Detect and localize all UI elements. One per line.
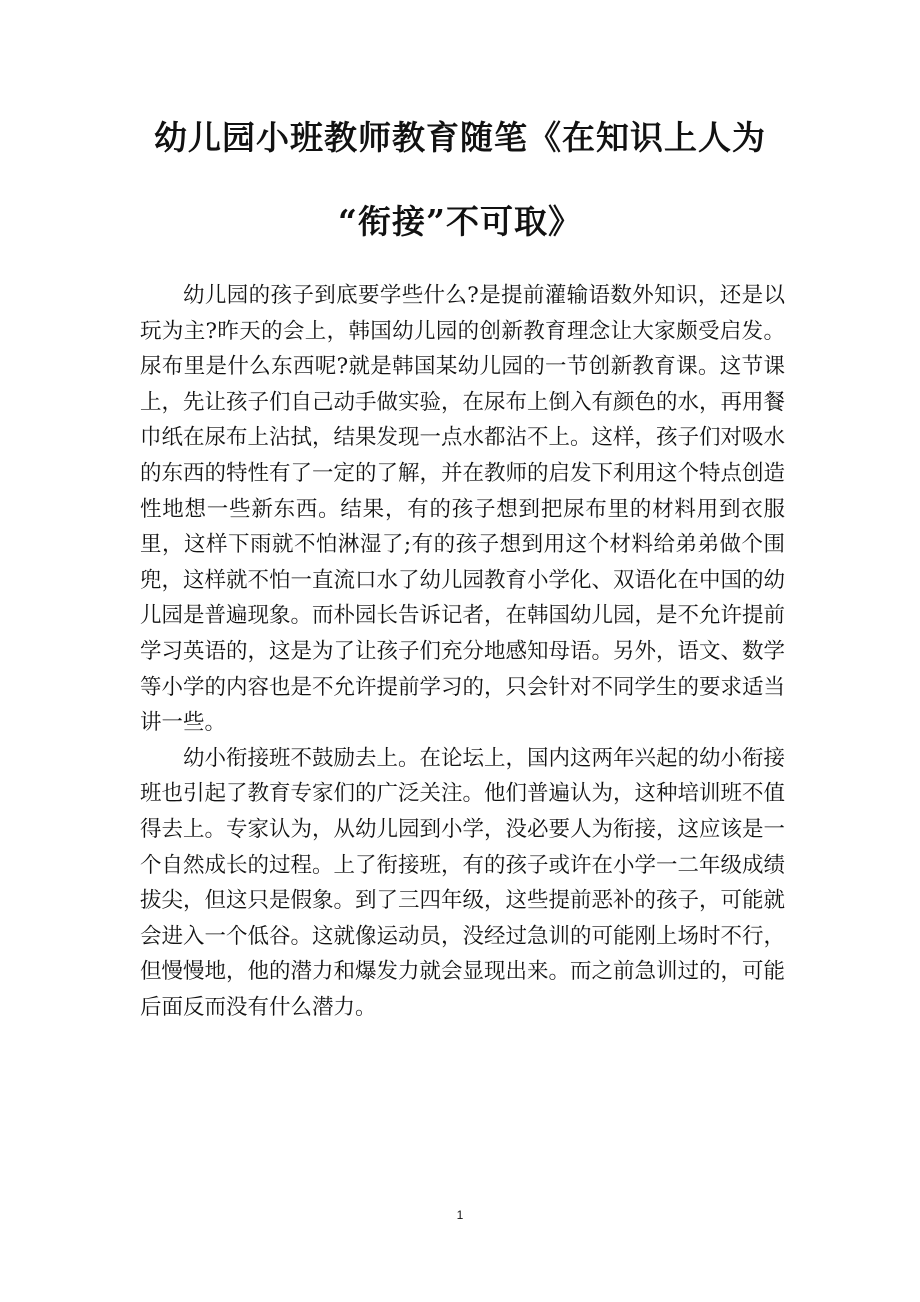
document-title-line-1: 幼儿园小班教师教育随笔《在知识上人为 bbox=[154, 118, 766, 157]
body-paragraph-1: 幼儿园的孩子到底要学些什么?是提前灌输语数外知识，还是以玩为主?昨天的会上，韩国幼儿园的创新教育理念让大家颇受启发。尿布里是什么东西呢?就是韩国某幼儿园的一节创新教育课。这节课上，先让孩子们自己动手做实验，在尿布上倒入有颜色的水，再用餐巾纸在尿布上沾拭，结果发现一点水都沾不上。这样，孩子们对吸水的东西的特性有了一定的了解，并在教师的启发下利用这个特点创造性地想一些新东西。结果，有的孩子想到把尿布里的材料用到衣服里，这样下雨就不怕淋湿了;有的孩子想到用这个材料给弟弟做个围兜，这样就不怕一直流口水了幼儿园教育小学化、双语化在中国的幼儿园是普遍现象。而朴园长告诉记者，在韩国幼儿园，是不允许提前学习英语的，这是为了让孩子们充分地感知母语。另外，语文、数学等小学的内容也是不允许提前学习的，只会针对不同学生的要求适当讲一些。 bbox=[140, 283, 786, 736]
page-number: 1 bbox=[456, 1208, 464, 1222]
document-body bbox=[140, 278, 785, 1025]
body-paragraph-2: 幼小衔接班不鼓励去上。在论坛上，国内这两年兴起的幼小衔接班也引起了教育专家们的广泛关注。他们普遍认为，这种培训班不值得去上。专家认为，从幼儿园到小学，没必要人为衔接，这应该是一个自然成长的过程。上了衔接班，有的孩子或许在小学一二年级成绩拔尖，但这只是假象。到了三四年级，这些提前恶补的孩子，可能就会进入一个低谷。这就像运动员，没经过急训的可能刚上场时不行，但慢慢地，他的潜力和爆发力就会显现出来。而之前急训过的，可能后面反而没有什么潜力。 bbox=[140, 745, 786, 1020]
document-title-line-2: “衔接”不可取》 bbox=[338, 202, 582, 241]
